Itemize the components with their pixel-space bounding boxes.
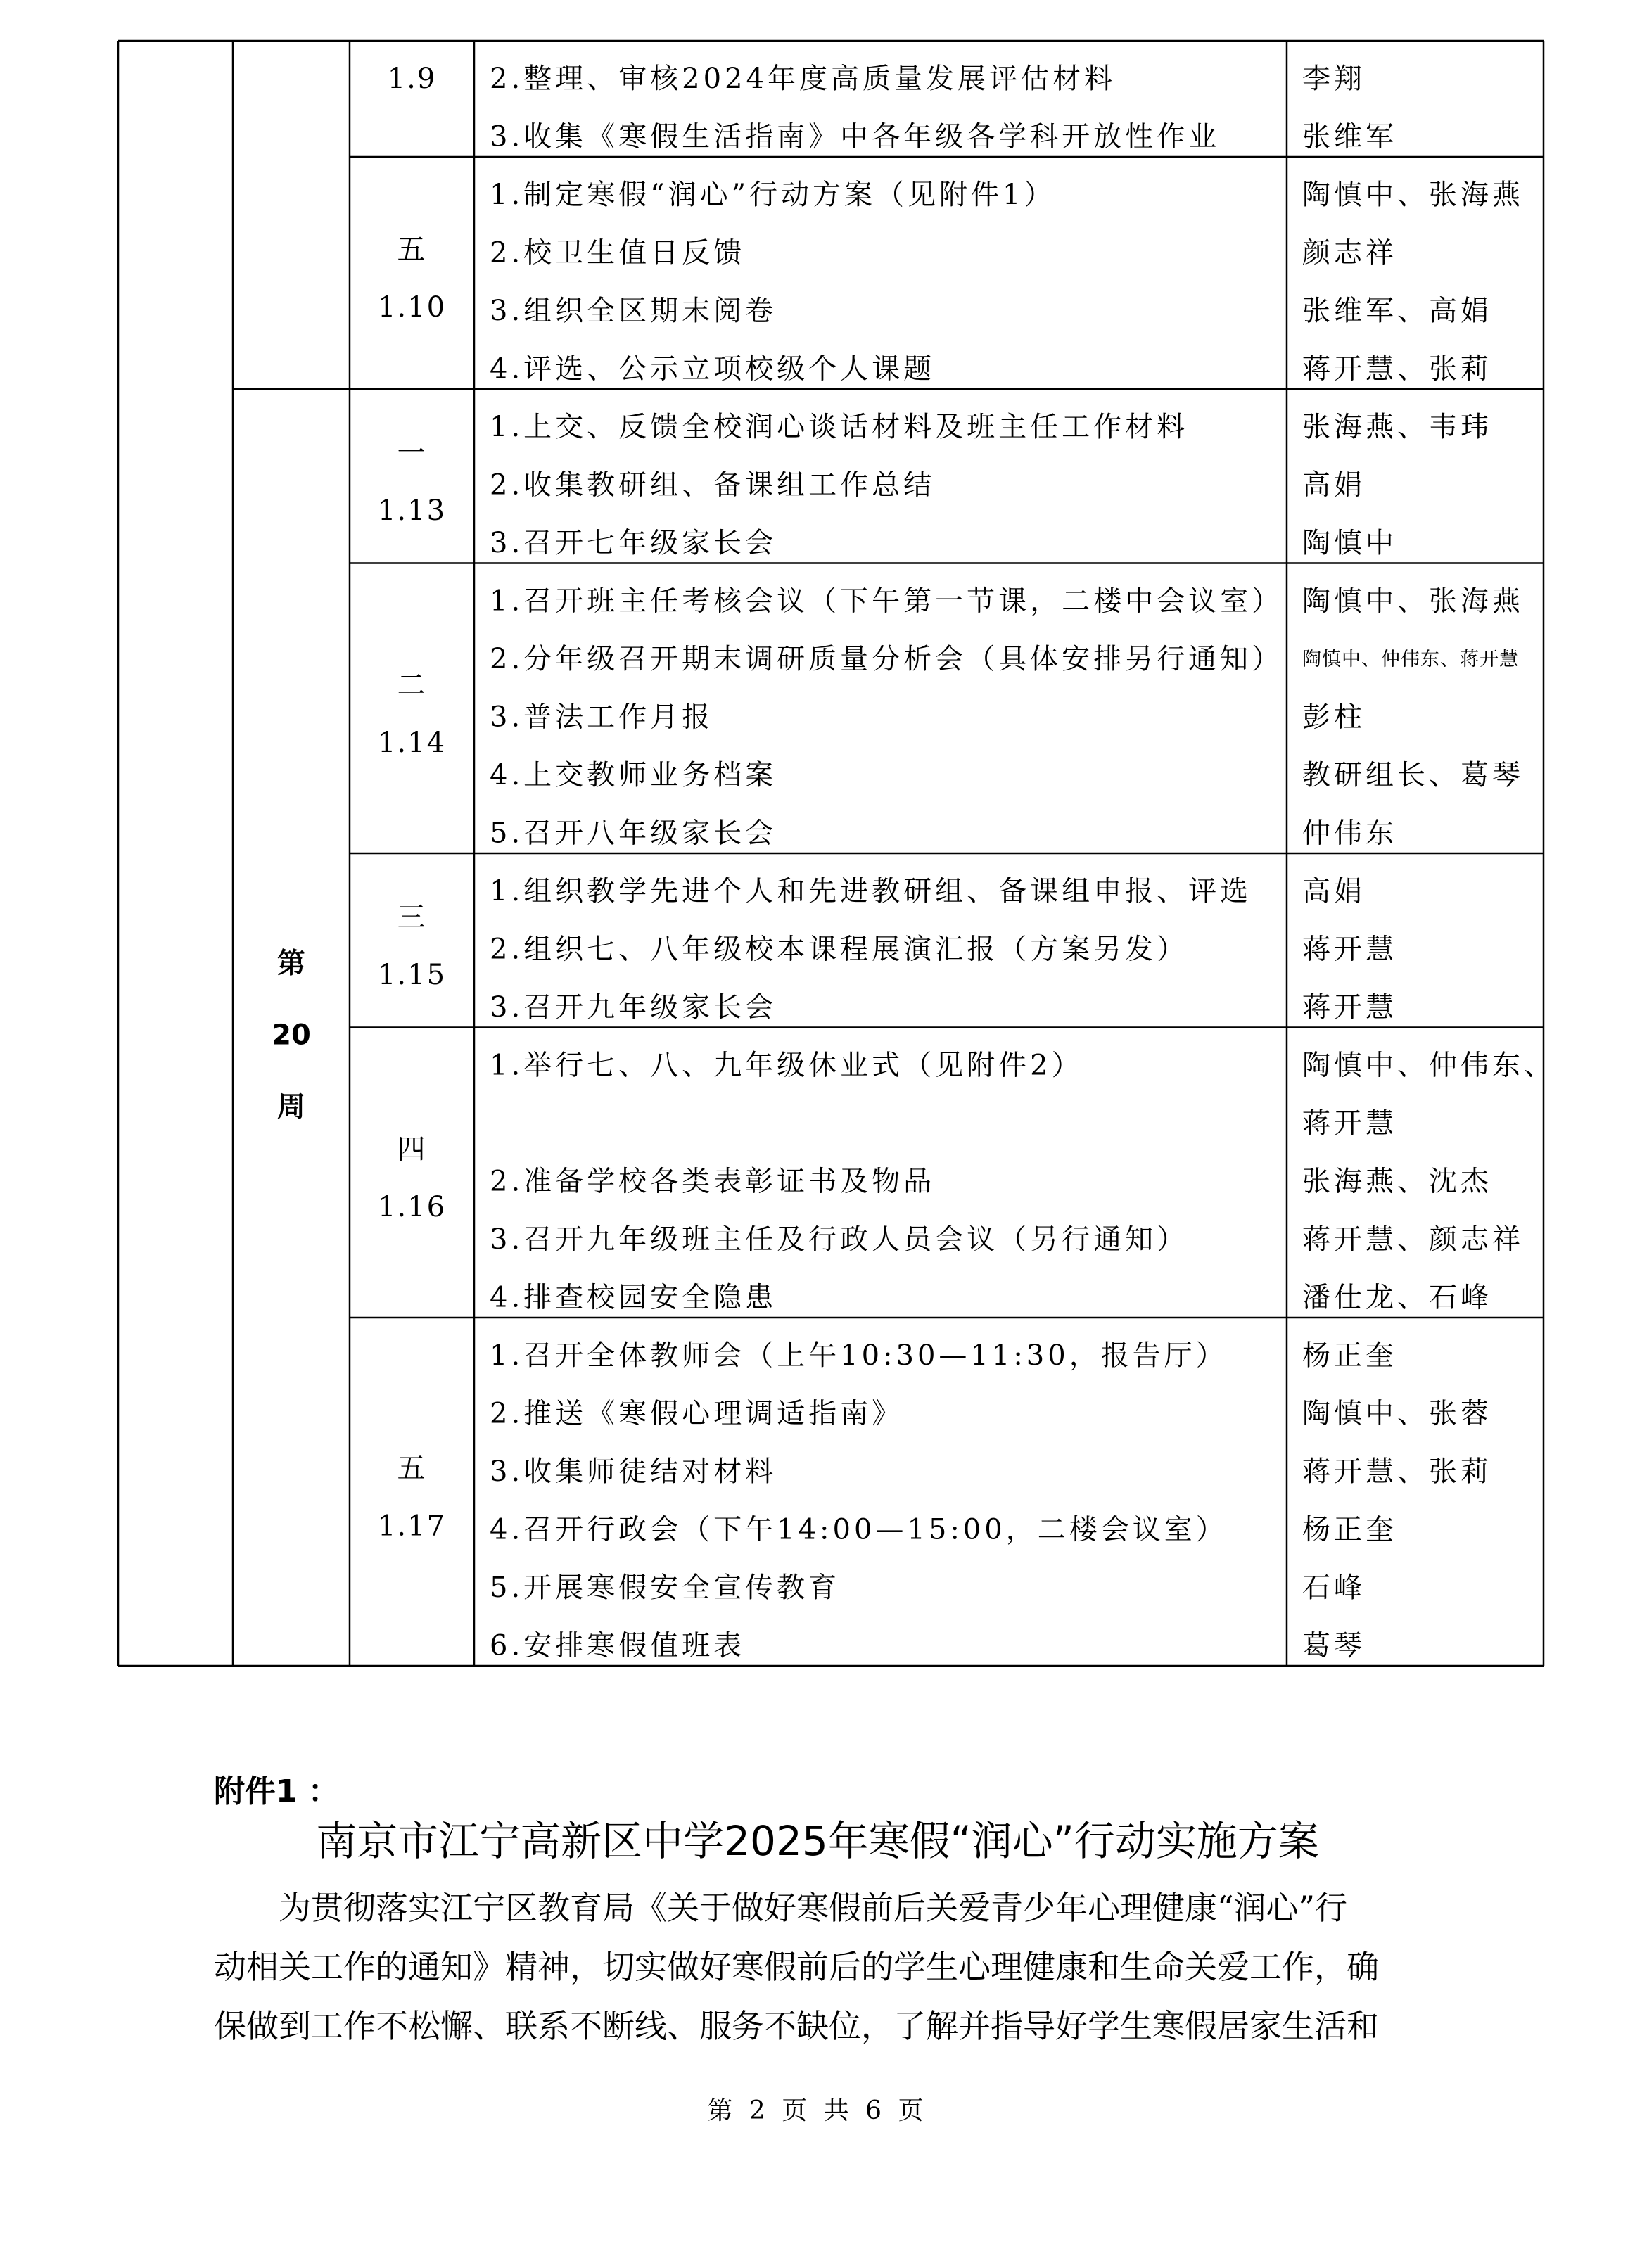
date-label: 1.16	[377, 1190, 447, 1223]
task-item: 2.校卫生值日反馈	[490, 236, 746, 269]
weekday-label: 一	[397, 436, 427, 469]
responsible-person: 陶慎中、张蓉	[1302, 1397, 1492, 1430]
responsible-person: 仲伟东	[1302, 817, 1397, 850]
date-label: 1.17	[377, 1510, 447, 1543]
paragraph-line: 保做到工作不松懈、联系不断线、服务不缺位，了解并指导好学生寒假居家生活和	[214, 2007, 1379, 2045]
responsible-person: 高娟	[1302, 469, 1366, 502]
responsible-person: 石峰	[1302, 1572, 1366, 1604]
task-item: 6.安排寒假值班表	[490, 1629, 746, 1662]
week-label: 第	[277, 947, 305, 980]
task-item: 3.召开九年级家长会	[490, 991, 777, 1024]
date-label: 1.9	[387, 63, 437, 95]
responsible-person: 葛琴	[1302, 1629, 1366, 1662]
task-item: 5.开展寒假安全宣传教育	[490, 1572, 841, 1604]
weekday-label: 五	[397, 234, 427, 266]
week-label: 周	[277, 1090, 305, 1123]
task-item: 1.举行七、八、九年级休业式（见附件2）	[490, 1049, 1083, 1082]
responsible-person: 潘仕龙、石峰	[1302, 1281, 1492, 1314]
responsible-person: 陶慎中、张海燕	[1302, 585, 1524, 618]
date-label: 1.15	[377, 958, 447, 991]
responsible-person: 陶慎中、仲伟东、蒋开慧	[1302, 649, 1519, 670]
responsible-person: 蒋开慧	[1302, 991, 1397, 1024]
responsible-person: 李翔	[1302, 63, 1366, 95]
task-item: 4.上交教师业务档案	[490, 759, 777, 791]
responsible-person: 杨正奎	[1302, 1339, 1397, 1372]
responsible-person: 蒋开慧、张莉	[1302, 1455, 1492, 1488]
task-item: 1.召开班主任考核会议（下午第一节课，二楼中会议室）	[490, 585, 1284, 618]
paragraph-line: 动相关工作的通知》精神，切实做好寒假前后的学生心理健康和生命关爱工作，确	[214, 1948, 1379, 1986]
responsible-person: 陶慎中、张海燕	[1302, 179, 1524, 211]
responsible-person: 张维军、高娟	[1302, 295, 1492, 327]
task-item: 4.排查校园安全隐患	[490, 1281, 777, 1314]
task-item: 2.收集教研组、备课组工作总结	[490, 469, 936, 502]
weekday-label: 四	[397, 1133, 427, 1166]
responsible-person: 陶慎中、仲伟东、	[1302, 1049, 1556, 1082]
task-item: 1.组织教学先进个人和先进教研组、备课组申报、评选	[490, 875, 1252, 907]
task-item: 1.制定寒假“润心”行动方案（见附件1）	[490, 179, 1056, 211]
responsible-person: 张维军	[1302, 120, 1397, 153]
task-item: 1.召开全体教师会（上午10:30—11:30，报告厅）	[490, 1339, 1228, 1372]
date-label: 1.14	[377, 726, 447, 759]
task-item: 3.收集《寒假生活指南》中各年级各学科开放性作业	[490, 120, 1221, 153]
responsible-person: 蒋开慧	[1302, 1107, 1397, 1140]
task-item: 5.召开八年级家长会	[490, 817, 777, 850]
paragraph-line: 为贯彻落实江宁区教育局《关于做好寒假前后关爱青少年心理健康“润心”行	[279, 1889, 1348, 1927]
plan-title: 南京市江宁高新区中学2025年寒假“润心”行动实施方案	[316, 1817, 1319, 1865]
date-label: 1.13	[377, 494, 447, 527]
date-label: 1.10	[377, 291, 447, 324]
task-item: 2.组织七、八年级校本课程展演汇报（方案另发）	[490, 933, 1189, 966]
responsible-person: 教研组长、葛琴	[1302, 759, 1524, 791]
responsible-person: 颜志祥	[1302, 236, 1397, 269]
responsible-person: 张海燕、沈杰	[1302, 1165, 1492, 1198]
task-item: 2.准备学校各类表彰证书及物品	[490, 1165, 936, 1198]
responsible-person: 蒋开慧	[1302, 933, 1397, 966]
task-item: 2.分年级召开期末调研质量分析会（具体安排另行通知）	[490, 643, 1284, 675]
weekday-label: 五	[397, 1452, 427, 1485]
week-label: 20	[272, 1019, 311, 1052]
responsible-person: 高娟	[1302, 875, 1366, 907]
responsible-person: 陶慎中	[1302, 527, 1397, 559]
task-item: 4.评选、公示立项校级个人课题	[490, 352, 936, 386]
attachment-label: 附件1 ：	[214, 1773, 339, 1809]
responsible-person: 彭柱	[1302, 701, 1366, 734]
responsible-person: 蒋开慧、颜志祥	[1302, 1223, 1524, 1256]
task-item: 1.上交、反馈全校润心谈话材料及班主任工作材料	[490, 411, 1189, 443]
task-item: 3.收集师徒结对材料	[490, 1455, 777, 1488]
task-item: 4.召开行政会（下午14:00—15:00，二楼会议室）	[490, 1513, 1228, 1546]
responsible-person: 杨正奎	[1302, 1513, 1397, 1546]
page-footer: 第 2 页 共 6 页	[707, 2096, 928, 2125]
weekday-label: 三	[397, 900, 427, 934]
task-item: 2.整理、审核2024年度高质量发展评估材料	[490, 63, 1116, 95]
task-item: 2.推送《寒假心理调适指南》	[490, 1397, 904, 1430]
task-item: 3.普法工作月报	[490, 701, 714, 734]
task-item: 3.召开九年级班主任及行政人员会议（另行通知）	[490, 1223, 1189, 1256]
weekday-label: 二	[397, 668, 427, 701]
task-item: 3.召开七年级家长会	[490, 527, 777, 559]
task-item: 3.组织全区期末阅卷	[490, 295, 777, 327]
responsible-person: 张海燕、韦玮	[1302, 411, 1492, 443]
plan-intro-paragraph	[214, 1878, 1473, 2056]
responsible-person: 蒋开慧、张莉	[1302, 352, 1492, 386]
